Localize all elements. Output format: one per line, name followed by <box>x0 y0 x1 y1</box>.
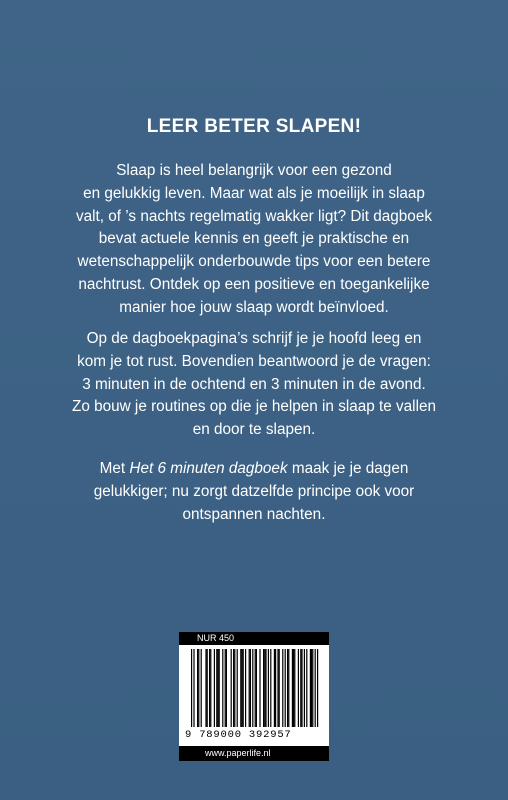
barcode-bar <box>274 649 275 727</box>
barcode-bar <box>217 649 218 727</box>
barcode-bar <box>268 649 269 727</box>
paragraph-line: manier hoe jouw slaap wordt beïnvloed. <box>119 298 389 316</box>
barcode-bar <box>288 649 289 727</box>
barcode-bar <box>219 649 220 727</box>
barcode-bar <box>294 649 295 727</box>
barcode-bar <box>264 649 265 727</box>
barcode-bar <box>222 649 223 727</box>
barcode-bar <box>265 649 266 727</box>
barcode-bar <box>256 649 257 727</box>
barcode-bar <box>207 649 208 727</box>
paragraph-line <box>70 458 438 481</box>
barcode-bar <box>214 649 215 727</box>
paragraph-line: kom je tot rust. Bovendien beantwoord je de vragen: <box>77 352 431 370</box>
barcode-bar <box>315 649 316 727</box>
barcode-bar <box>301 649 302 727</box>
paragraph-line: Zo bouw je routines op die je helpen in slaap te vallen <box>72 398 436 416</box>
barcode-bar <box>311 649 312 727</box>
barcode-bar <box>277 649 278 727</box>
barcode-bar <box>205 649 206 727</box>
barcode-bar <box>250 649 251 727</box>
nur-code: NUR 450 <box>179 632 329 645</box>
barcode-bar <box>210 649 211 727</box>
paragraph-line: gelukkiger; nu zorgt datzelfde principe ook voor <box>93 482 415 500</box>
barcode-bar <box>287 649 288 727</box>
barcode-bar <box>209 649 210 727</box>
barcode-bar <box>282 649 283 727</box>
journal-paragraph <box>70 328 438 442</box>
book-title-reference: Het 6 minuten dagboek <box>129 460 288 477</box>
barcode-bar <box>298 649 299 727</box>
paragraph-line: Slaap is heel belangrijk voor een gezond <box>116 162 392 179</box>
barcode-bar <box>270 649 271 727</box>
paragraph-line: nachtrust. Ontdek op een positieve en toegankelijke <box>78 275 430 293</box>
barcode-bar <box>304 649 305 727</box>
paragraph-line: ontspannen nachten. <box>182 505 326 523</box>
barcode-bar <box>259 649 260 727</box>
barcode-bar <box>252 649 253 727</box>
barcode-bar <box>216 649 217 727</box>
barcode-bar <box>292 649 293 727</box>
paragraph-line: 3 minuten in de ochtend en 3 minuten in de avond. <box>82 375 426 393</box>
barcode-bar <box>263 649 264 727</box>
barcode-bar <box>234 649 235 727</box>
barcode-bar <box>240 649 241 727</box>
barcode-bar <box>243 649 244 727</box>
barcode-bar <box>233 649 234 727</box>
intro-paragraph <box>70 160 438 320</box>
cover-heading: LEER BETER SLAPEN! <box>146 116 362 137</box>
barcode-bar <box>255 649 256 727</box>
barcode-bar <box>197 649 198 727</box>
barcode-bar <box>241 649 242 727</box>
barcode-bar <box>226 649 227 727</box>
barcode-bar <box>191 649 192 727</box>
barcode-bar <box>300 649 301 727</box>
barcode-bar <box>245 649 246 727</box>
barcode-bar <box>310 649 311 727</box>
isbn-number: 9 789000 392957 <box>185 729 292 741</box>
barcode-bar <box>249 649 250 727</box>
barcode-bar <box>312 649 313 727</box>
barcode-bar <box>198 649 199 727</box>
barcode-bar <box>237 649 238 727</box>
barcode-bar <box>231 649 232 727</box>
barcode-bar <box>317 649 318 727</box>
barcode-bar <box>225 649 226 727</box>
paragraph-line: Op de dagboekpagina’s schrijf je je hoofd leeg en <box>86 330 422 347</box>
barcode-bar <box>279 649 280 727</box>
barcode-bar <box>275 649 276 727</box>
text-suffix: maak je je dagen <box>287 460 409 477</box>
barcode-bar <box>285 649 286 727</box>
paragraph-line: en gelukkig leven. Maar wat als je moeilijk in slaap <box>83 184 425 202</box>
barcode-bar <box>306 649 307 727</box>
barcode-bar <box>293 649 294 727</box>
paragraph-line: wetenschappelijk onderbouwde tips voor een betere <box>77 253 431 271</box>
closing-paragraph <box>70 458 438 526</box>
barcode-icon <box>179 645 329 731</box>
paragraph-line: en door te slapen. <box>192 421 316 439</box>
text-prefix: Met <box>99 460 130 477</box>
barcode-bar <box>193 649 194 727</box>
publisher-website: www.paperlife.nl <box>179 746 329 761</box>
barcode-block <box>179 632 329 761</box>
barcode-bar <box>201 649 202 727</box>
paragraph-line: valt, of ’s nachts regelmatig wakker ligt? Dit dagboek <box>76 207 432 225</box>
paragraph-line: bevat actuele kennis en geeft je praktische en <box>98 230 410 248</box>
